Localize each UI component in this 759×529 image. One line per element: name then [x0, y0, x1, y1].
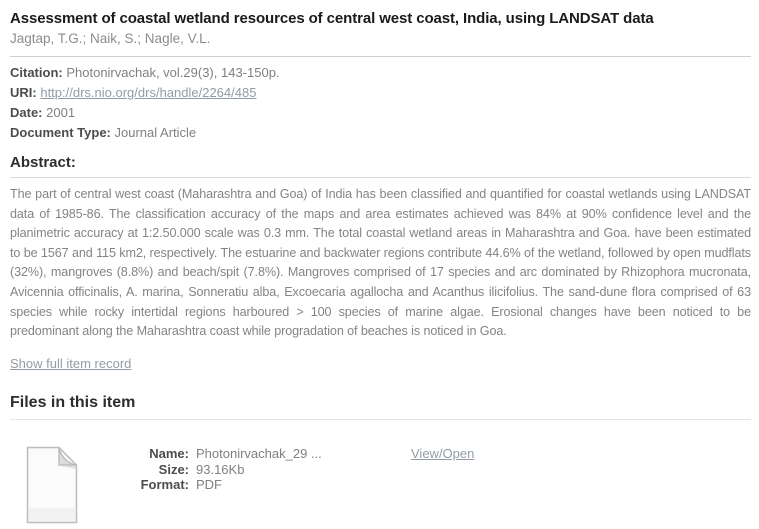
uri-label: URI:	[10, 85, 37, 100]
document-type-row	[10, 126, 751, 140]
metadata-list	[10, 66, 751, 140]
date-label: Date:	[10, 105, 43, 120]
file-format-value: PDF	[196, 477, 222, 493]
show-full-item-record-link[interactable]: Show full item record	[10, 355, 132, 371]
citation-label: Citation:	[10, 65, 63, 80]
authors: Jagtap, T.G.; Naik, S.; Nagle, V.L.	[10, 31, 211, 46]
abstract-text: The part of central west coast (Maharashtra and Goa) of India has been classified and quantified for coastal wetlands using LANDSAT data of 1985-86. The classification accuracy of the maps and area estimates achieved was 84% at 90% confidence level and the planimetric accuracy at 1:2.50.000 scale was 0.3 mm. The total coastal wetland areas in Maharashtra and Goa. have been estimated to be 1567 and 115 km2, respectively. The estuarine and backwater regions contribute 44.6% of the wetland, followed by open mudflats (32%), mangroves (8.8%) and beach/spit (7.8%). Mangroves comprised of 17 species and arc dominated by Rhizophora mucronata, Avicennia officinalis, A. marina, Sonneratiu alba, Excoecaria agallocha and Acanthus ilicifolius. The sand-dune flora comprised of 63 species while rocky intertidal regions harboured > 100 species of marine algae. Erosional changes have been noticed to be predominant along the Maharashtra coast while progradation of beaches is noticed in Goa.	[10, 187, 751, 339]
file-size-row	[135, 462, 322, 478]
page-title: Assessment of coastal wetland resources of central west coast, India, using LANDSAT data	[10, 10, 654, 27]
date-row	[10, 106, 751, 120]
file-format-label: Format:	[140, 477, 189, 493]
file-name-label: Name:	[149, 446, 189, 462]
files-in-this-item-heading: Files in this item	[10, 394, 751, 420]
file-size-value: 93.16Kb	[196, 461, 245, 477]
divider	[10, 56, 751, 57]
abstract-heading: Abstract:	[10, 154, 751, 178]
file-name-row	[135, 446, 322, 462]
file-size-label: Size:	[158, 461, 189, 477]
document-type-value: Journal Article	[114, 125, 197, 140]
uri-link[interactable]: http://drs.nio.org/drs/handle/2264/485	[40, 85, 257, 100]
file-row	[10, 433, 751, 524]
date-value: 2001	[46, 105, 76, 120]
uri-row	[10, 86, 751, 100]
file-name-value: Photonirvachak_29 ...	[196, 446, 322, 462]
citation-row	[10, 66, 751, 80]
document-file-icon[interactable]	[24, 446, 80, 524]
file-meta	[135, 446, 322, 524]
document-type-label: Document Type:	[10, 125, 111, 140]
file-format-row	[135, 477, 322, 493]
view-open-link[interactable]: View/Open	[411, 446, 475, 462]
citation-value: Photonirvachak, vol.29(3), 143-150p.	[66, 65, 280, 80]
